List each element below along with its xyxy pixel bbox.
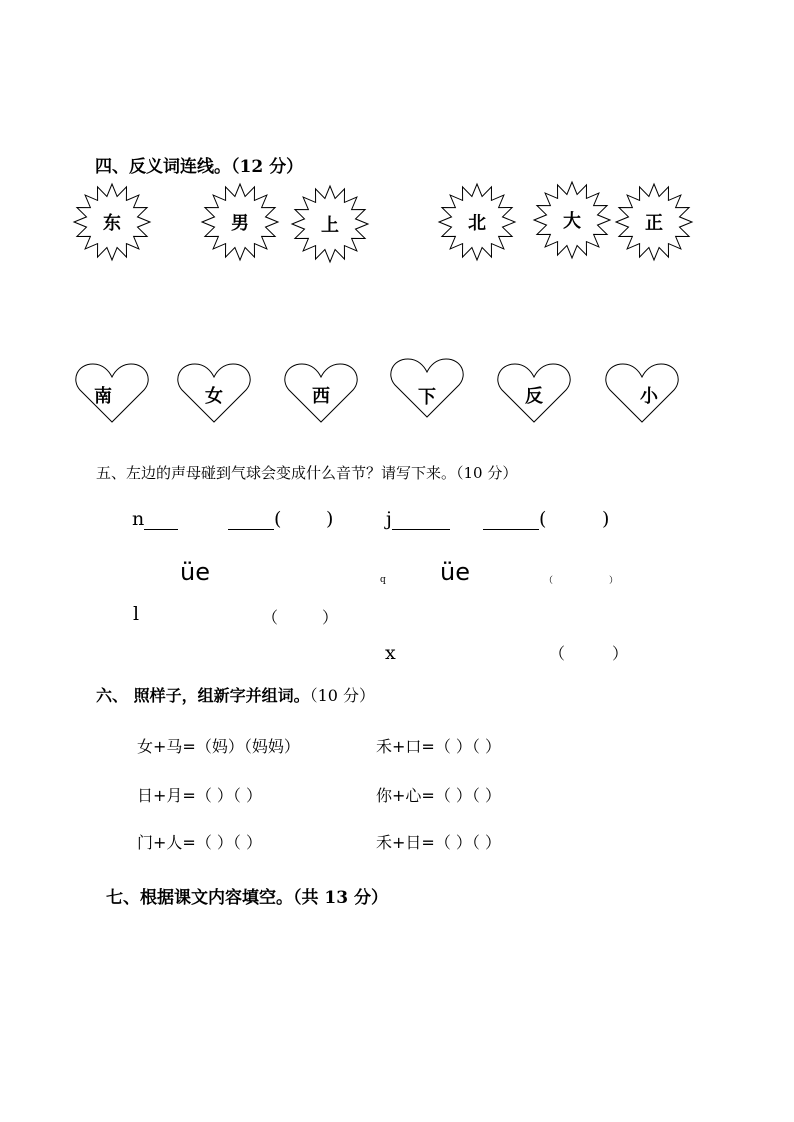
heart-shape[interactable] xyxy=(75,360,149,424)
star-label: 正 xyxy=(645,213,663,234)
open-paren: ( xyxy=(539,508,547,530)
heart-shape[interactable] xyxy=(390,355,464,419)
answer-blank[interactable] xyxy=(483,511,539,530)
star-shape[interactable] xyxy=(72,182,152,262)
section-6-title xyxy=(96,683,375,706)
open-paren: ( xyxy=(274,508,282,530)
answer-blank[interactable] xyxy=(228,511,274,530)
star-shape[interactable] xyxy=(437,182,517,262)
initial-l: l xyxy=(133,603,140,625)
close-paren: ) xyxy=(602,508,610,530)
star-label: 大 xyxy=(563,211,581,232)
compose-row-1-left: 女+马=（妈）（妈妈） xyxy=(137,737,300,756)
final-ue: üe xyxy=(440,558,470,586)
star-shape[interactable] xyxy=(532,180,612,260)
section-6-score: （10 分） xyxy=(309,686,376,705)
initial-j xyxy=(386,508,450,530)
close-paren: ） xyxy=(609,576,619,586)
answer-blank[interactable] xyxy=(392,511,450,530)
close-paren: ） xyxy=(322,608,339,627)
answer-group-1 xyxy=(228,508,281,530)
open-paren: （ xyxy=(549,644,566,663)
heart-label: 女 xyxy=(205,386,223,407)
open-paren: （ xyxy=(262,608,279,627)
star-shape[interactable] xyxy=(200,182,280,262)
heart-label: 反 xyxy=(525,386,543,407)
section-7-title: 七、根据课文内容填空。（共 13 分） xyxy=(106,888,388,908)
compose-row-2-left: 日+月=（ ）（ ） xyxy=(137,786,262,805)
answer-blank[interactable] xyxy=(144,511,178,530)
close-paren: ） xyxy=(612,644,629,663)
open-paren: （ xyxy=(544,576,554,586)
section-5-title: 五、左边的声母碰到气球会变成什么音节？请写下来。（10 分） xyxy=(96,464,518,482)
answer-group-2 xyxy=(483,508,546,530)
star-label: 男 xyxy=(231,213,249,234)
section-4-title: 四、反义词连线。（12 分） xyxy=(95,157,304,177)
heart-shape[interactable] xyxy=(284,360,358,424)
close-paren: ) xyxy=(326,508,334,530)
initial-n xyxy=(132,508,178,530)
compose-row-3-left: 门+人=（ ）（ ） xyxy=(137,833,262,852)
initial-letter: n xyxy=(132,508,145,530)
star-shape[interactable] xyxy=(290,184,370,264)
final-ue: üe xyxy=(180,558,210,586)
heart-label: 小 xyxy=(640,386,658,407)
compose-row-3-right: 禾+日=（ ）（ ） xyxy=(376,833,501,852)
star-label: 北 xyxy=(468,213,486,234)
heart-shape[interactable] xyxy=(605,360,679,424)
heart-label: 西 xyxy=(312,386,330,407)
star-label: 东 xyxy=(103,213,121,234)
compose-row-2-right: 你+心=（ ）（ ） xyxy=(376,786,501,805)
heart-label: 南 xyxy=(94,386,112,407)
heart-shape[interactable] xyxy=(497,360,571,424)
initial-q: q xyxy=(380,575,386,585)
section-6-title-text: 六、 照样子，组新字并组词。 xyxy=(96,686,310,705)
star-label: 上 xyxy=(321,215,339,236)
heart-label: 下 xyxy=(418,387,436,408)
compose-row-1-right: 禾+口=（ ）（ ） xyxy=(376,737,501,756)
star-shape[interactable] xyxy=(614,182,694,262)
initial-letter: j xyxy=(386,508,392,530)
initial-x: x xyxy=(385,642,396,664)
heart-shape[interactable] xyxy=(177,360,251,424)
